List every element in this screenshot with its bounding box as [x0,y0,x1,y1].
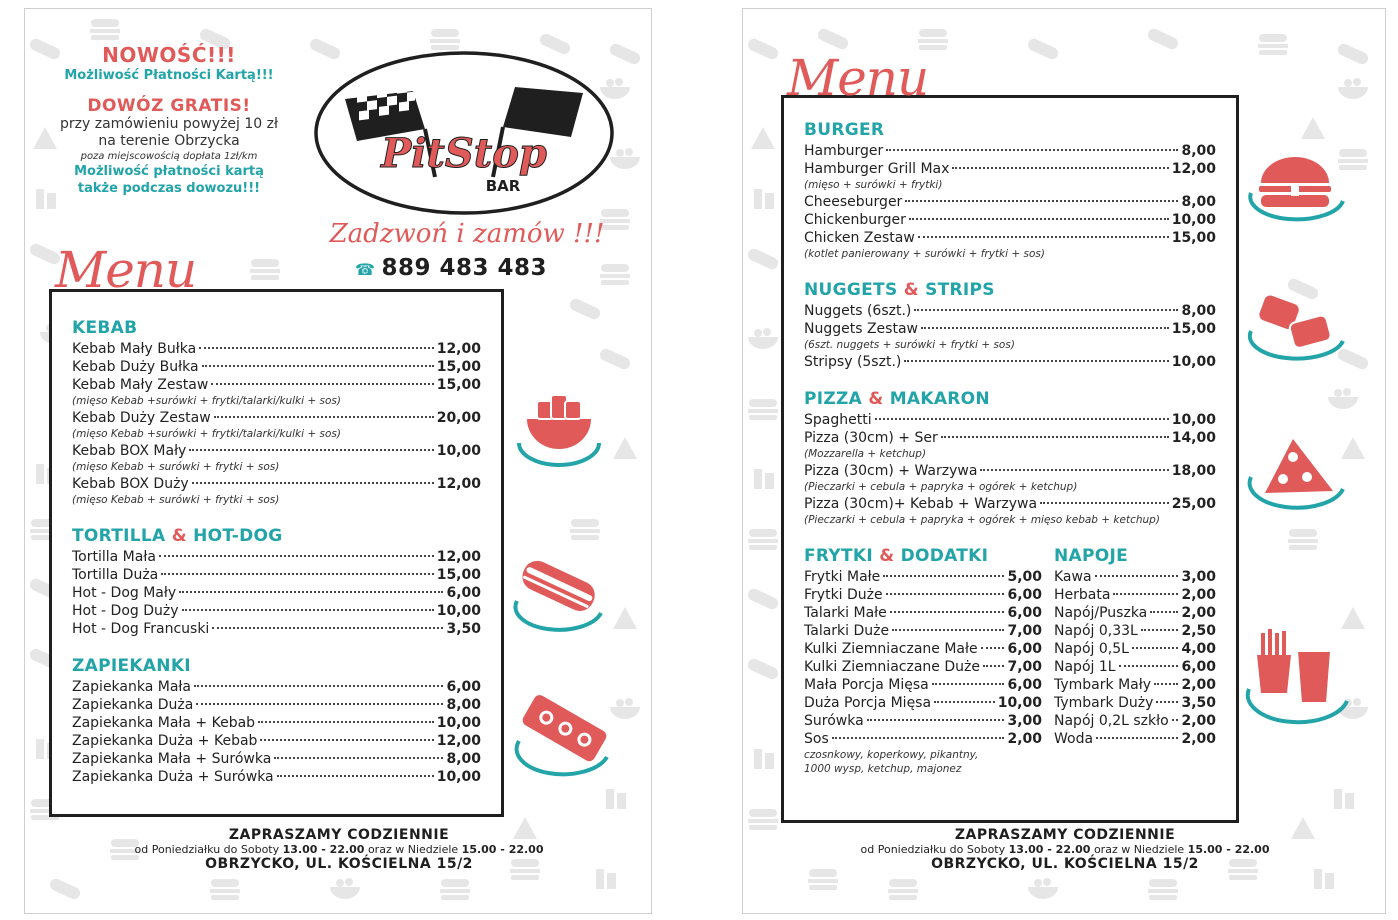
title-part: PIZZA [804,389,863,409]
item-name: Kulki Ziemniaczane Małe [804,641,978,657]
item-note: (Mozzarella + ketchup) [804,448,927,460]
section-title-nuggets [804,280,1216,300]
item-price: 10,00 [436,769,481,785]
section-title-pizza [804,389,1216,409]
item-price: 5,00 [1007,569,1042,585]
item-name: Chickenburger [804,212,906,228]
dot-leader [941,436,1169,438]
menu-item [72,340,481,358]
hours-week: 13.00 - 22.00 [282,843,365,856]
dot-leader [260,739,433,741]
title-amp: & [903,280,919,300]
title-part: NUGGETS [804,280,898,300]
title-amp: & [879,546,895,566]
item-price: 8,00 [1181,194,1216,210]
footer-invite: ZAPRASZAMY CODZIENNIE [228,827,450,843]
dot-leader [1095,575,1179,577]
two-column-sections [804,546,1216,775]
menu-title-right: Menu [787,49,929,107]
hours-prefix: od Poniedziałku do Soboty [860,843,1006,856]
footer-address: OBRZYCKO, UL. KOŚCIELNA 15/2 [205,856,473,872]
dot-leader [892,629,1004,631]
item-price: 7,00 [1007,623,1042,639]
item-price: 3,00 [1007,713,1042,729]
delivery-note: poza miejscowością dopłata 1zł/km [80,151,258,162]
item-name: Kulki Ziemniaczane Duże [804,659,980,675]
menu-item [1054,676,1216,694]
item-name: Zapiekanka Mała + Kebab [72,715,256,731]
section-title-kebab: KEBAB [72,318,138,338]
menu-item [1054,658,1216,676]
dot-leader [214,416,434,418]
item-price: 10,00 [1171,354,1216,370]
item-name: Pizza (30cm)+ Kebab + Warzywa [804,496,1038,512]
menu-item [72,678,481,696]
item-name: Kebab Mały Bułka [72,341,197,357]
item-price: 12,00 [1171,161,1216,177]
title-part: STRIPS [925,280,995,300]
menu-item [1054,604,1216,622]
item-name: Hot - Dog Duży [72,603,179,619]
menu-item [72,475,481,493]
dot-leader [194,685,443,687]
pitstop-logo [313,49,615,217]
item-name: Kebab BOX Duży [72,476,189,492]
menu-item [804,320,1216,338]
item-price: 15,00 [436,359,481,375]
item-name: Herbata [1054,587,1111,603]
item-price: 20,00 [436,410,481,426]
dot-leader [981,647,1005,649]
item-name: Napój 0,2L szkło [1054,713,1169,729]
hours-prefix: od Poniedziałku do Soboty [134,843,280,856]
item-note: (Pieczarki + cebula + papryka + ogórek + mięso kebab + ketchup) [804,514,1160,526]
item-price: 6,00 [446,679,481,695]
menu-item [804,604,1042,622]
item-note: (6szt. nuggets + surówki + frytki + sos) [804,339,1015,351]
section-title-zapiekanki: ZAPIEKANKI [72,656,191,676]
item-price: 3,50 [446,621,481,637]
item-price: 6,00 [1181,659,1216,675]
item-name: Tortilla Mała [72,549,156,565]
menu-item [72,714,481,732]
sauce-note-line2: 1000 wysp, ketchup, majonez [804,763,962,775]
item-price: 8,00 [446,751,481,767]
item-price: 12,00 [436,341,481,357]
menu-title-left: Menu [55,241,197,299]
dot-leader [1096,737,1178,739]
delivery-title: DOWÓZ GRATIS! [87,96,251,116]
card-delivery-line2: także podczas dowozu!!! [77,181,261,196]
hours-mid: oraz w Niedziele [367,843,459,856]
menu-item [72,602,481,620]
dot-leader [182,609,434,611]
menu-item [804,160,1216,178]
menu-item [804,622,1042,640]
item-name: Kebab Duży Bułka [72,359,199,375]
menu-page-left [24,8,652,914]
menu-item [804,712,1042,730]
dot-leader [196,703,443,705]
menu-item [72,376,481,394]
menu-item [804,658,1042,676]
item-name: Frytki Duże [804,587,883,603]
item-name: Napój/Puszka [1054,605,1148,621]
section-burger [804,120,1216,262]
dot-leader [983,665,1005,667]
item-name: Nuggets Zestaw [804,321,918,337]
section-zapiekanki [72,656,481,786]
new-title: NOWOŚĆ!!! [102,43,236,67]
menu-item [804,462,1216,480]
dot-leader [192,482,434,484]
menu-item [804,193,1216,211]
hours-week: 13.00 - 22.00 [1008,843,1091,856]
section-title-napoje: NAPOJE [1054,546,1129,566]
promo-block [39,43,299,197]
item-name: Napój 0,5L [1054,641,1129,657]
item-price: 2,50 [1181,623,1216,639]
footer-invite: ZAPRASZAMY CODZIENNIE [954,827,1176,843]
menu-item [804,676,1042,694]
item-price: 4,00 [1181,641,1216,657]
section-tortilla-hotdog [72,526,481,638]
dot-leader [274,757,443,759]
menu-item [804,353,1216,371]
item-price: 10,00 [436,715,481,731]
menu-item [72,409,481,427]
item-name: Mała Porcja Mięsa [804,677,929,693]
dot-leader [952,167,1168,169]
item-note: (kotlet panierowany + surówki + frytki + sos) [804,248,1045,260]
hours-sun: 15.00 - 22.00 [1187,843,1270,856]
dot-leader [1132,647,1179,649]
section-kebab [72,318,481,508]
item-price: 10,00 [1171,412,1216,428]
title-part: FRYTKI [804,546,873,566]
item-price: 8,00 [1181,143,1216,159]
menu-item [1054,640,1216,658]
dot-leader [867,719,1005,721]
item-price: 2,00 [1181,605,1216,621]
dot-leader [211,383,433,385]
dot-leader [980,469,1168,471]
footer-left [25,827,652,872]
footer-hours [743,843,1386,856]
item-name: Zapiekanka Duża [72,697,194,713]
item-note: (mięso + surówki + frytki) [804,179,943,191]
dot-leader [914,309,1178,311]
item-price: 2,00 [1181,677,1216,693]
item-name: Woda [1054,731,1094,747]
dot-leader [1113,593,1178,595]
item-price: 8,00 [1181,303,1216,319]
hours-sun: 15.00 - 22.00 [461,843,544,856]
menu-item [804,694,1042,712]
footer-right [743,827,1386,872]
item-price: 12,00 [436,733,481,749]
item-name: Zapiekanka Mała [72,679,191,695]
dot-leader [921,327,1169,329]
item-name: Duża Porcja Mięsa [804,695,932,711]
dot-leader [932,683,1005,685]
item-price: 6,00 [446,585,481,601]
item-price: 15,00 [1171,321,1216,337]
hours-mid: oraz w Niedziele [1093,843,1185,856]
item-name: Kebab Mały Zestaw [72,377,209,393]
card-payment-text: Możliwość Płatności Kartą!!! [64,68,274,83]
item-price: 3,50 [1181,695,1216,711]
item-name: Cheeseburger [804,194,903,210]
kebab-bowl-icon [509,381,609,491]
fries-drink-icon [1243,621,1353,731]
menu-item [804,586,1042,604]
item-price: 15,00 [1171,230,1216,246]
item-price: 6,00 [1007,587,1042,603]
dot-leader [909,218,1169,220]
item-name: Kebab BOX Mały [72,443,187,459]
item-name: Talarki Małe [804,605,887,621]
sauce-note-line1: czosnkowy, koperkowy, pikantny, [804,749,979,761]
item-name: Pizza (30cm) + Ser [804,430,938,446]
item-price: 2,00 [1181,587,1216,603]
menu-item [804,142,1216,160]
item-name: Frytki Małe [804,569,881,585]
menu-item [72,750,481,768]
dot-leader [886,149,1178,151]
menu-item [72,584,481,602]
item-price: 14,00 [1171,430,1216,446]
item-name: Hot - Dog Mały [72,585,177,601]
menu-item [804,302,1216,320]
section-frytki-dodatki [804,546,1042,775]
item-name: Hamburger Grill Max [804,161,950,177]
zapiekanka-icon [509,689,619,789]
hamburger-icon [1243,149,1353,239]
item-note: (mięso Kebab + surówki + frytki + sos) [72,494,280,506]
dot-leader [886,593,1005,595]
section-title-tortilla [72,526,481,546]
title-amp: & [171,526,187,546]
dot-leader [161,573,433,575]
item-price: 6,00 [1007,605,1042,621]
item-price: 7,00 [1007,659,1042,675]
menu-item [804,495,1216,513]
dot-leader [159,555,434,557]
dot-leader [918,236,1169,238]
item-name: Chicken Zestaw [804,230,915,246]
menu-item [804,411,1216,429]
dot-leader [1154,683,1178,685]
item-price: 18,00 [1171,463,1216,479]
item-name: Spaghetti [804,412,872,428]
item-name: Kebab Duży Zestaw [72,410,211,426]
menu-item [804,730,1042,748]
dot-leader [905,200,1178,202]
title-amp: & [868,389,884,409]
item-price: 6,00 [1007,641,1042,657]
item-price: 3,00 [1181,569,1216,585]
section-title-frytki [804,546,1042,566]
menu-item [72,358,481,376]
item-price: 25,00 [1171,496,1216,512]
item-note: (Pieczarki + cebula + papryka + ogórek + ketchup) [804,481,1078,493]
dot-leader [1156,701,1178,703]
item-note: (mięso Kebab +surówki + frytki/talarki/kulki + sos) [72,428,341,440]
item-name: Napój 0,33L [1054,623,1138,639]
menu-item [72,732,481,750]
menu-item [1054,730,1216,748]
menu-item [804,568,1042,586]
item-note: (mięso Kebab +surówki + frytki/talarki/kulki + sos) [72,395,341,407]
dot-leader [1119,665,1179,667]
logo-bar: BAR [485,177,521,195]
hot-dog-icon [509,551,609,641]
item-name: Stripsy (5szt.) [804,354,902,370]
section-pizza-makaron [804,389,1216,528]
item-name: Kawa [1054,569,1092,585]
item-name: Pizza (30cm) + Warzywa [804,463,978,479]
item-price: 15,00 [436,567,481,583]
menu-item [1054,586,1216,604]
item-name: Tortilla Duża [72,567,159,583]
dot-leader [212,627,443,629]
item-price: 10,00 [1171,212,1216,228]
phone-icon: ☎ [355,260,376,279]
item-name: Zapiekanka Mała + Surówka [72,751,272,767]
item-price: 10,00 [436,443,481,459]
call-to-order-text: Zadzwoń i zamów !!! [329,219,605,249]
card-delivery-line1: Możliwość płatności kartą [74,164,264,179]
menu-item [72,442,481,460]
menu-item [1054,622,1216,640]
dot-leader [1172,719,1179,721]
dot-leader [883,575,1004,577]
item-price: 2,00 [1181,713,1216,729]
dot-leader [179,591,443,593]
section-napoje [1054,546,1216,775]
item-name: Sos [804,731,829,747]
menu-item [72,768,481,786]
section-title-burger: BURGER [804,120,885,140]
menu-item [72,696,481,714]
menu-box-right [781,95,1239,823]
dot-leader [934,701,995,703]
item-price: 15,00 [436,377,481,393]
item-note: (mięso Kebab + surówki + frytki + sos) [72,461,280,473]
dot-leader [258,721,434,723]
menu-box-left [49,289,504,817]
title-part: DODATKI [900,546,989,566]
menu-item [1054,568,1216,586]
menu-item [804,429,1216,447]
dot-leader [875,418,1169,420]
item-price: 10,00 [436,603,481,619]
title-part: TORTILLA [72,526,166,546]
item-name: Zapiekanka Duża + Surówka [72,769,274,785]
dot-leader [199,347,434,349]
menu-item [1054,694,1216,712]
logo-name: PitStop [381,130,547,177]
menu-item [804,640,1042,658]
item-price: 2,00 [1181,731,1216,747]
footer-address: OBRZYCKO, UL. KOŚCIELNA 15/2 [931,856,1199,872]
dot-leader [890,611,1005,613]
item-price: 6,00 [1007,677,1042,693]
footer-hours [25,843,652,856]
item-price: 10,00 [997,695,1042,711]
dot-leader [1040,502,1169,504]
item-name: Surówka [804,713,864,729]
menu-item [72,548,481,566]
dot-leader [904,360,1168,362]
menu-item [1054,712,1216,730]
menu-page-right [742,8,1386,914]
dot-leader [1141,629,1179,631]
menu-item [804,229,1216,247]
item-price: 12,00 [436,549,481,565]
item-price: 2,00 [1007,731,1042,747]
pizza-slice-icon [1243,427,1353,527]
phone-value: 889 483 483 [381,255,547,281]
menu-item [804,211,1216,229]
dot-leader [832,737,1005,739]
item-name: Tymbark Mały [1054,677,1151,693]
dot-leader [277,775,434,777]
item-price: 12,00 [436,476,481,492]
item-name: Zapiekanka Duża + Kebab [72,733,258,749]
delivery-line2: na terenie Obrzycka [98,133,240,149]
menu-item [72,620,481,638]
delivery-line1: przy zamówieniu powyżej 10 zł [60,116,278,132]
item-name: Talarki Duże [804,623,890,639]
title-part: HOT-DOG [193,526,283,546]
item-name: Hamburger [804,143,884,159]
item-name: Hot - Dog Francuski [72,621,210,637]
item-name: Napój 1L [1054,659,1116,675]
nuggets-icon [1243,289,1353,379]
item-price: 8,00 [446,697,481,713]
item-name: Tymbark Duży [1054,695,1154,711]
section-nuggets-strips [804,280,1216,371]
menu-item [72,566,481,584]
dot-leader [202,365,434,367]
dot-leader [189,449,433,451]
title-part: MAKARON [889,389,990,409]
phone-number [355,255,575,281]
dot-leader [1150,611,1178,613]
item-name: Nuggets (6szt.) [804,303,912,319]
